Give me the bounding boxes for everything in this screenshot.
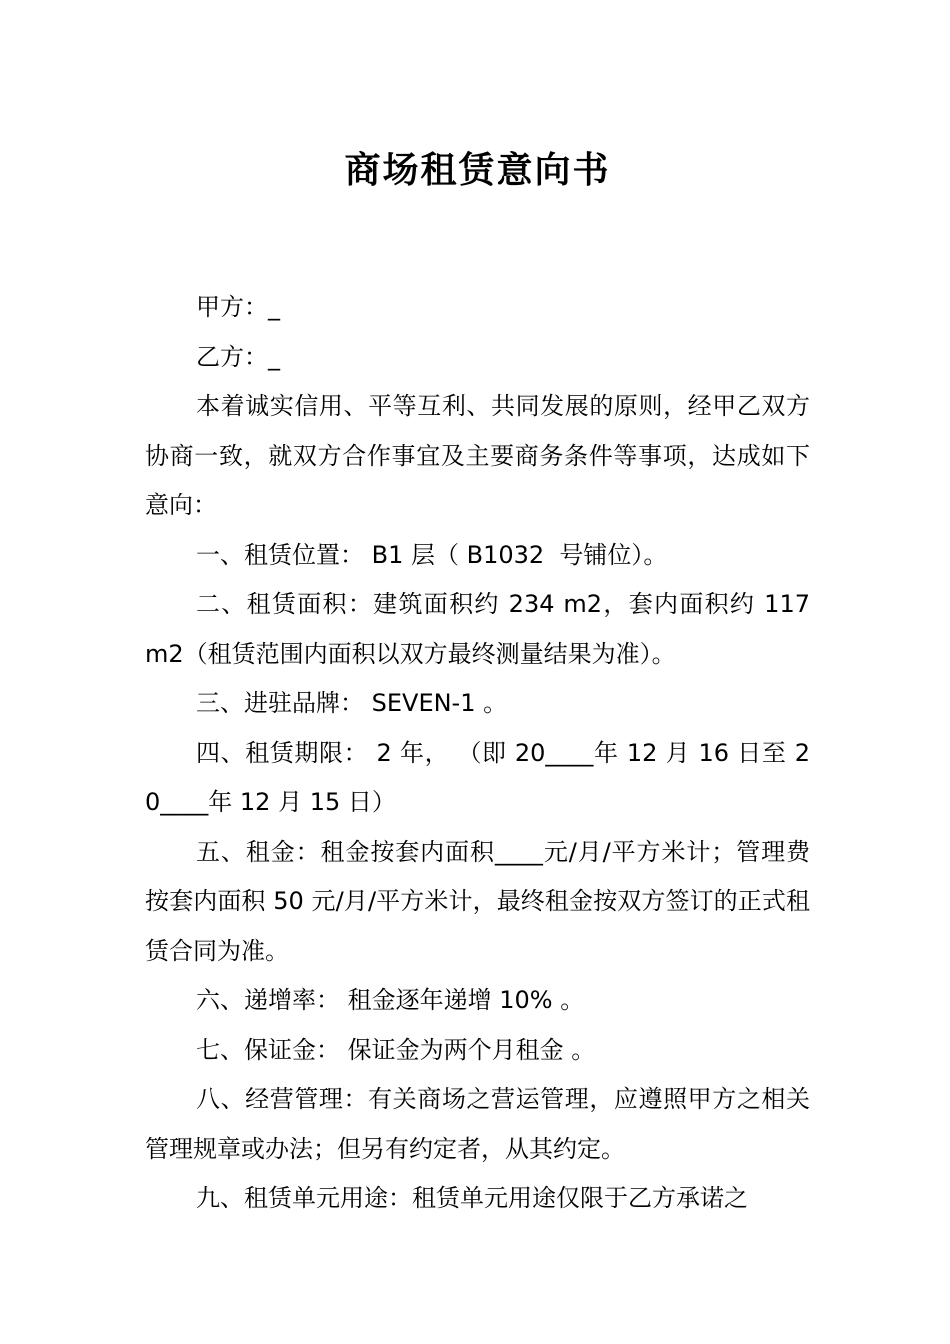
intro-paragraph: 本着诚实信用、平等互利、共同发展的原则，经甲乙双方协商一致，就双方合作事宜及主要商务条件等事项，达成如下意向：: [145, 392, 810, 519]
document-body: [145, 283, 818, 1224]
clause-increase-rate: 六、递增率： 租金逐年递增 10% 。: [196, 986, 585, 1014]
document-title: 商场租赁意向书: [344, 149, 611, 191]
party-a-line: 甲方：_: [196, 293, 280, 321]
clause-deposit: 七、保证金： 保证金为两个月租金 。: [196, 1035, 596, 1064]
party-b-line: 乙方：_: [196, 342, 280, 371]
clause-lease-term: 四、租赁期限： 2 年， （即 20____年 12 月 16 日至 20____年 12 月 15 日）: [145, 738, 810, 816]
clause-rent: 五、租金：租金按套内面积____元/月/平方米计；管理费按套内面积 50 元/月/平方米计，最终租金按双方签订的正式租赁合同为准。: [145, 837, 810, 965]
clause-unit-usage: 九、租赁单元用途：租赁单元用途仅限于乙方承诺之: [196, 1184, 748, 1212]
clause-lease-area: 二、租赁面积：建筑面积约 234 m2，套内面积约 117 m2（租赁范围内面积以双方最终测量结果为准）。: [145, 590, 818, 668]
clause-lease-location: 一、租赁位置： B1 层（ B1032 号铺位）。: [196, 540, 668, 569]
clause-brand: 三、进驻品牌： SEVEN-1 。: [196, 689, 508, 717]
clause-operation-management: 八、经营管理：有关商场之营运管理，应遵照甲方之相关管理规章或办法；但另有约定者，从其约定。: [145, 1085, 810, 1163]
